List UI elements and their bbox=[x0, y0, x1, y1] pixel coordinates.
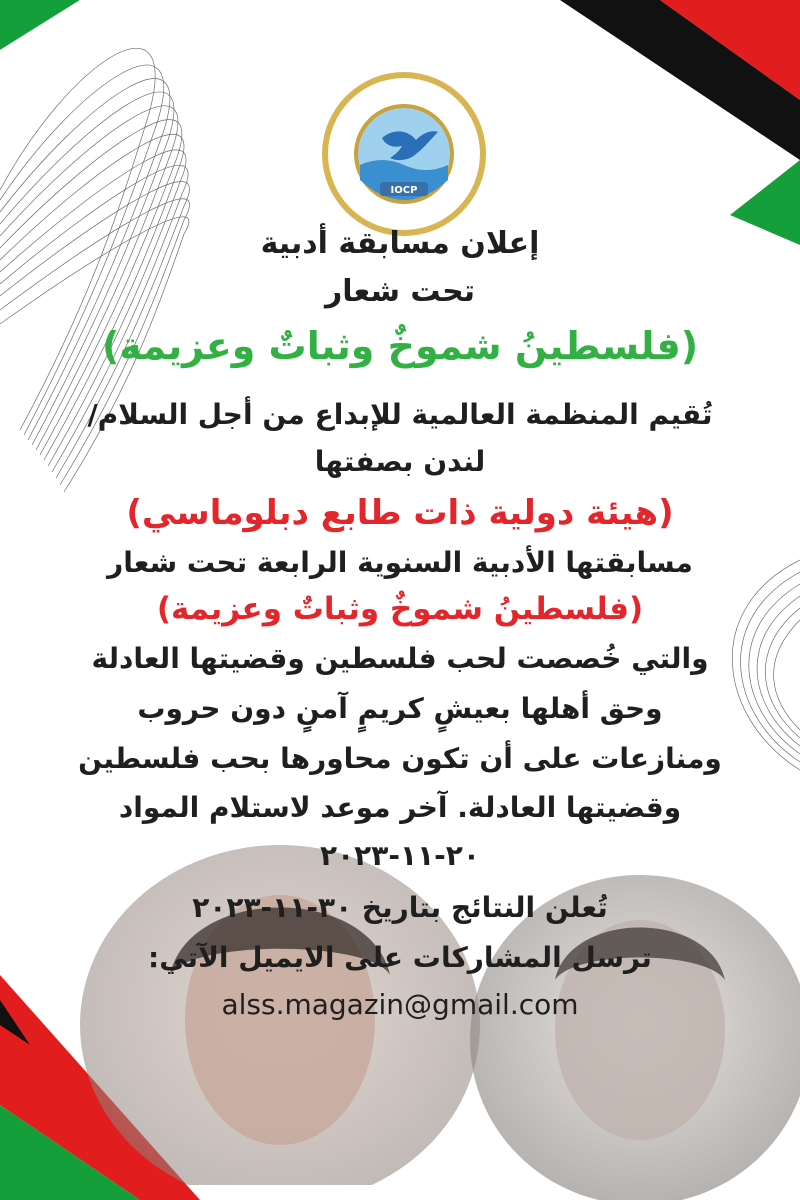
body-line-4: والتي خُصصت لحب فلسطين وقضيتها العادلة bbox=[91, 642, 709, 675]
results-line: تُعلن النتائج بتاريخ ٣٠-١١-٢٠٢٣ bbox=[192, 891, 608, 924]
slogan: (فلسطينُ شموخٌ وثباتٌ وعزيمة) bbox=[101, 324, 699, 368]
body-line-1: تُقيم المنظمة العالمية للإبداع من أجل السلام/ bbox=[87, 398, 713, 431]
body-line-5: وحق أهلها بعيشٍ كريمٍ آمنٍ دون حروب bbox=[137, 692, 663, 725]
body-line-2: لندن بصفتها bbox=[314, 445, 486, 478]
email-link[interactable]: alss.magazin@gmail.com bbox=[221, 988, 579, 1021]
slogan-repeat: (فلسطينُ شموخٌ وثباتٌ وعزيمة) bbox=[156, 591, 644, 627]
under-slogan: تحت شعار bbox=[324, 274, 476, 309]
announcement-text bbox=[20, 220, 780, 1030]
logo-emblem bbox=[320, 70, 488, 238]
logo-abbr: IOCP bbox=[390, 185, 418, 196]
body-line-6: ومنازعات على أن تكون محاورها بحب فلسطين bbox=[78, 742, 722, 775]
body-line-3: مسابقتها الأدبية السنوية الرابعة تحت شعار bbox=[107, 546, 693, 579]
body-line-7: وقضيتها العادلة. آخر موعد لاستلام المواد bbox=[118, 791, 682, 824]
heading: إعلان مسابقة أدبية bbox=[260, 226, 540, 261]
status-text: (هيئة دولية ذات طابع دبلوماسي) bbox=[126, 493, 674, 533]
iocp-logo bbox=[320, 70, 488, 238]
submit-line: ترسل المشاركات على الايميل الآتي: bbox=[148, 941, 652, 974]
deadline-date: ٢٠-١١-٢٠٢٣ bbox=[320, 839, 480, 872]
